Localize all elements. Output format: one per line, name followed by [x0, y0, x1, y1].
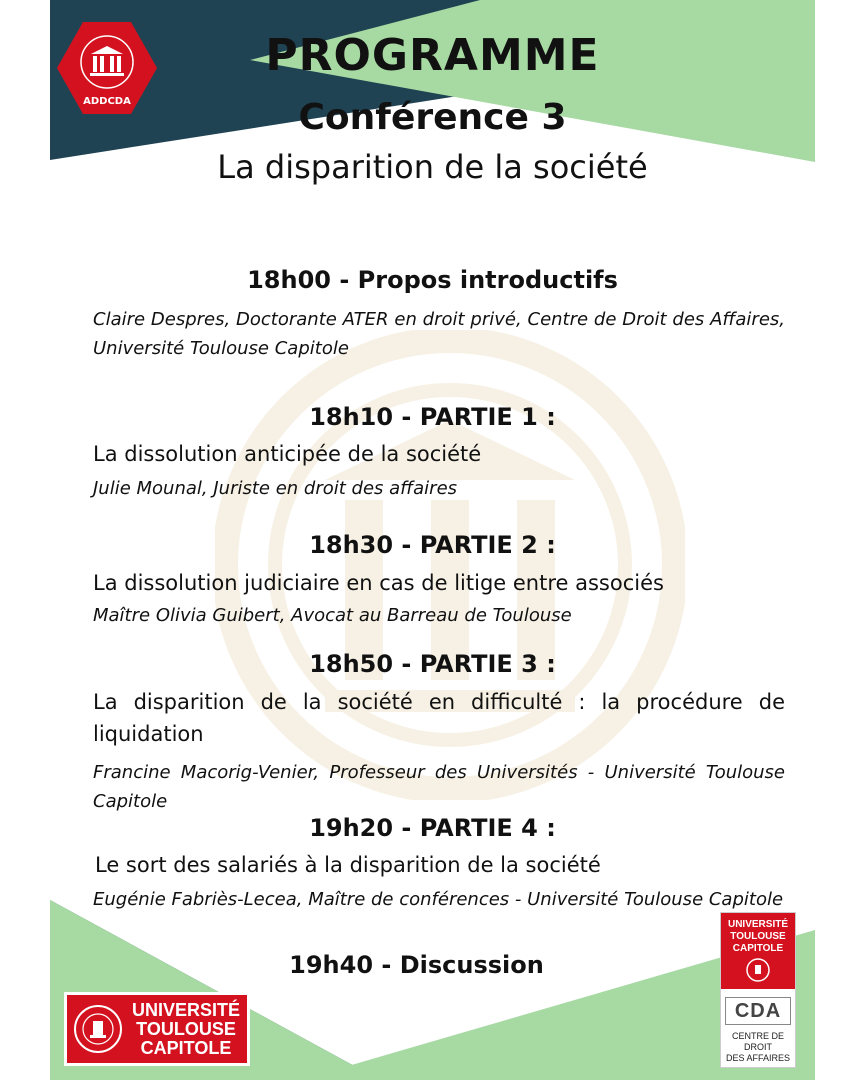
program-heading-1800: 18h00 - Propos introductifs — [247, 266, 618, 294]
utc-small-line-1: UNIVERSITÉ — [727, 919, 788, 930]
university-seal-icon — [73, 1004, 123, 1054]
utc-line-3: CAPITOLE — [140, 1038, 232, 1058]
conference-title: Conférence 3 — [298, 97, 567, 138]
utc-small-line-2: TOULOUSE — [730, 931, 786, 942]
talk-partie-2: La dissolution judiciaire en cas de litige entre associés — [93, 571, 664, 595]
addcda-label: ADDCDA — [83, 96, 131, 107]
universite-toulouse-capitole-logo — [64, 992, 250, 1066]
talk-partie-4: Le sort des salariés à la disparition de la société — [95, 853, 601, 877]
utc-line-2: TOULOUSE — [136, 1019, 236, 1039]
partner-logos-panel — [720, 912, 796, 1068]
program-heading-1920: 19h20 - PARTIE 4 : — [309, 814, 556, 842]
utc-small-logo — [721, 913, 795, 989]
program-heading-1810: 18h10 - PARTIE 1 : — [309, 403, 556, 431]
speaker-fabries-lecea: Eugénie Fabriès-Lecea, Maître de conférences - Université Toulouse Capitole — [93, 889, 784, 910]
program-heading-1850: 18h50 - PARTIE 3 : — [309, 650, 556, 678]
conference-subtitle: La disparition de la société — [217, 148, 648, 186]
cda-letters: CDA — [725, 997, 791, 1025]
utc-line-1: UNIVERSITÉ — [131, 1000, 241, 1020]
program-heading-1940: 19h40 - Discussion — [289, 951, 544, 979]
speaker-mounal: Julie Mounal, Juriste en droit des affaires — [93, 478, 458, 499]
talk-partie-3: La disparition de la société en difficulté : la procédure de liquidation — [93, 690, 785, 746]
cda-line-1: CENTRE DE DROIT — [731, 1031, 784, 1052]
poster — [50, 0, 815, 1080]
speaker-guibert: Maître Olivia Guibert, Avocat au Barreau de Toulouse — [93, 605, 572, 626]
speaker-despres: Claire Despres, Doctorante ATER en droit privé, Centre de Droit des Affaires, Université Toulouse Capitole — [93, 309, 785, 359]
talk-partie-1: La dissolution anticipée de la société — [93, 442, 482, 466]
cda-line-2: DES AFFAIRES — [725, 1053, 791, 1063]
page-title: PROGRAMME — [265, 30, 600, 81]
university-seal-small-icon — [745, 957, 771, 983]
speaker-macorig-venier: Francine Macorig-Venier, Professeur des Universités - Université Toulouse Capitole — [93, 762, 785, 812]
program-heading-1830: 18h30 - PARTIE 2 : — [309, 531, 556, 559]
utc-small-line-3: CAPITOLE — [732, 943, 784, 954]
